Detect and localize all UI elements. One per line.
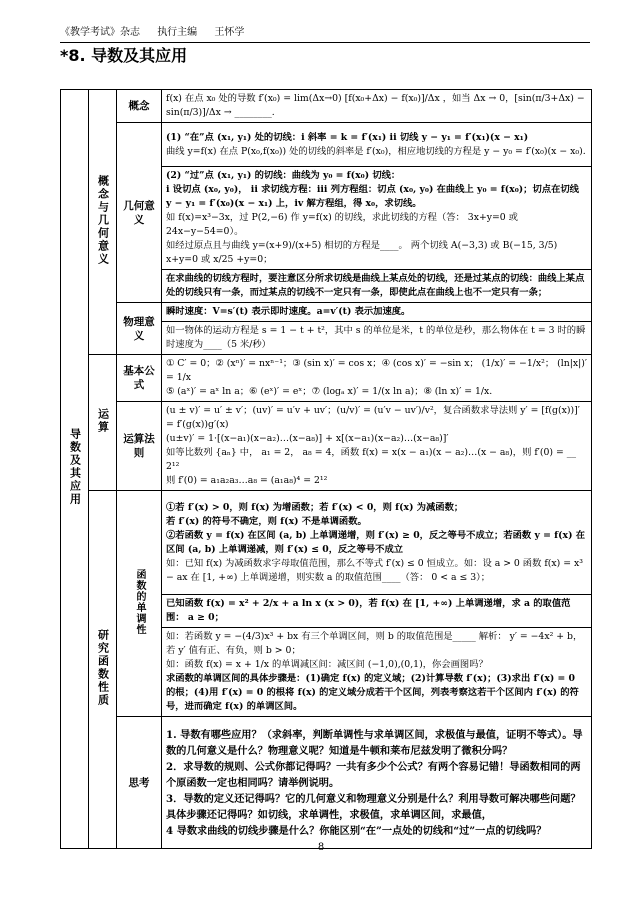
geo-at-point: [162, 123, 592, 167]
geo-label: 几何意义: [117, 123, 162, 303]
mono-7: 如：函数 f(x) = x + 1/x 的单调减区间：减区间 (−1,0),(0,1)，你会画图吗？: [166, 659, 488, 670]
concept-text: f(x) 在点 x₀ 处的导数 f′(x₀) = lim(Δx→0) [f(x₀+Δx) − f(x₀)]/Δx ，如当 Δx → 0，[sin(π/3+Δx) − sin(π/3)]/Δx → ________.: [162, 90, 592, 123]
mono-8: 求函数的单调区间的具体步骤是：(1)确定 f(x) 的定义域；(2)计算导数 f′(x)；(3)求出 f′(x) = 0 的根；(4)用 f′(x) = 0 的根将 f(x) 的定义域分成若干个区间，列表考察这若干个区间内 f′(x) 的符号，进而确定 f(x) 的单调区间。: [166, 673, 579, 712]
editor-name: 王怀学: [214, 27, 245, 38]
geo-b3: 如 f(x)=x³−3x，过 P(2,−6) 作 y=f(x) 的切线，求此切线的方程（答： 3x+y=0 或 24x−y−54=0）。: [166, 212, 518, 237]
mono-5: 已知函数 f(x) = x² + 2/x + a ln x (x > 0)，若 f(x) 在 [1, +∞) 上单调递增，求 a 的取值范围： a ≥ 0；: [162, 595, 592, 628]
mono-label: 函数的单调性: [117, 491, 162, 717]
think-2: 2．求导数的规则、公式你都记得吗？一共有多少个公式？有两个容易记错！导函数相同的两个原函数一定也相同吗？请举例说明。: [166, 760, 581, 789]
mono-1: ①若 f′(x) > 0，则 f(x) 为增函数；若 f′(x) < 0，则 f(x) 为减函数；: [166, 501, 464, 513]
mono-rules: [162, 491, 592, 595]
rule-4: 则 f′(0) = a₁a₂a₃…a₈ = (a₁a₈)⁴ = 2¹²: [166, 475, 328, 486]
journal-name: 《教学考试》杂志: [60, 27, 140, 38]
rule-1: (u ± v)′ = u′ ± v′；(uv)′ = u′v + uv′；(u/v)′ = (u′v − uv′)/v²，复合函数求导法则 y′ = [f(g(x))]′ = f′(g(x))g′(x): [166, 405, 580, 430]
phys-1: 瞬时速度：V=s′(t) 表示即时速度。a=v′(t) 表示加速度。: [162, 303, 592, 322]
geo-a1: (1) “在”点 (x₁, y₁) 处的切线：i 斜率 = k = f′(x₁) ii 切线 y − y₁ = f′(x₁)(x − x₁): [166, 131, 529, 143]
rule-label: 运算法则: [117, 402, 162, 491]
mono-examples: [162, 628, 592, 717]
geo-b2: i 设切点 (x₀, y₀)， ii 求切线方程：iii 列方程组：切点 (x₀, y₀) 在曲线上 y₀ = f(x₀)；切点在切线 y − y₁ = f′(x₀)(x − x₁) 上，iv 解方程组，得 x₀，求切线。: [166, 184, 579, 209]
rule-2: (u±v)′ = 1·[(x−a₁)(x−a₂)…(x−a₈)] + x[(x−a₁)(x−a₂)…(x−a₈)]′: [166, 433, 449, 444]
think-4: 4 导数求曲线的切线步骤是什么？你能区别“在”一点处的切线和“过”一点的切线吗？: [166, 824, 547, 837]
basic-formulas: [162, 355, 592, 402]
think-1: 1. 导数有哪些应用？（求斜率，判断单调性与求单调区间，求极值与最值，证明不等式）。导数的几何意义是什么？物理意义呢？知道是牛顿和莱布尼兹发明了微积分吗？: [166, 728, 583, 757]
block1-label: 概念与几何意义: [89, 90, 117, 355]
think-questions: [162, 717, 592, 849]
summary-table: [60, 89, 592, 849]
basic-1: ① C′ = 0；② (xⁿ)′ = nxⁿ⁻¹；③ (sin x)′ = cos x；④ (cos x)′ = −sin x； (1/x)′ = −1/x²； (ln|x|)′ = 1/x: [166, 358, 587, 383]
mono-4: 如：已知 f(x) 为减函数求字母取值范围，那么不等式 f′(x) ≤ 0 恒成立。如：设 a > 0 函数 f(x) = x³ − ax 在 [1, +∞) 上单调递增，则实数 a 的取值范围____（答： 0 < a ≤ 3）；: [166, 557, 583, 583]
basic-label: 基本公式: [117, 355, 162, 402]
concept-label: 概念: [117, 90, 162, 123]
basic-2: ⑤ (aˣ)′ = aˣ ln a；⑥ (eˣ)′ = eˣ；⑦ (logₐ x)′ = 1/(x ln a)；⑧ (ln x)′ = 1/x.: [166, 386, 493, 397]
geo-note: 在求曲线的切线方程时，要注意区分所求切线是曲线上某点处的切线，还是过某点的切线：曲线上某点处的切线只有一条，而过某点的切线不一定只有一条，即使此点在曲线上也不一定只有一条；: [162, 270, 592, 303]
geo-b4: 如经过原点且与曲线 y=(x+9)/(x+5) 相切的方程是____。 两个切线 A(−3,3) 或 B(−15, 3/5) x+y=0 或 x/25 +y=0；: [166, 240, 558, 265]
group-main-label: 导数及其应用: [61, 90, 89, 849]
geo-b1: (2) “过”点 (x₁, y₁) 的切线：曲线为 y₀ = f(x₀) 切线：: [166, 170, 401, 181]
mono-3: ②若函数 y = f(x) 在区间 (a, b) 上单调递增，则 f′(x) ≥ 0，反之等号不成立；若函数 y = f(x) 在区间 (a, b) 上单调递减，则 f′(x) ≤ 0，反之等号不成立: [166, 529, 586, 555]
geo-a2: 曲线 y=f(x) 在点 P(x₀,f(x₀)) 处的切线的斜率是 f′(x₀)，相应地切线的方程是 y − y₀ = f′(x₀)(x − x₀).: [166, 145, 586, 157]
mono-2: 若 f′(x) 的符号不确定，则 f(x) 不是单调函数。: [166, 515, 367, 527]
geo-through-point: [162, 167, 592, 270]
rule-3: 如等比数列 {aₙ} 中， a₁ = 2， a₈ = 4，函数 f(x) = x(x − a₁)(x − a₂)…(x − a₈)，则 f′(0) = __ 2¹²: [166, 447, 577, 472]
block2-label: 运算: [89, 355, 117, 491]
page-number: 8: [317, 842, 325, 853]
mono-6: 如：若函数 y = −(4/3)x³ + bx 有三个单调区间，则 b 的取值范围是_____ 解析： y′ = −4x² + b，若 y′ 值有正、有负，则 b > 0；: [166, 631, 583, 656]
think-label: 思考: [117, 717, 162, 849]
think-3: 3．导数的定义还记得吗？它的几何意义和物理意义分别是什么？利用导数可解决哪些问题？具体步骤还记得吗？如切线，求单调性，求极值，求单调区间，求最值，: [166, 792, 581, 821]
section-title: *8. 导数及其应用: [60, 46, 188, 65]
phys-2: 如一物体的运动方程是 s = 1 − t + t²，其中 s 的单位是米，t 的单位是秒，那么物体在 t = 3 时的瞬时速度为____（5 米/秒）: [162, 322, 592, 355]
block3-label: 研究函数性质: [89, 491, 117, 849]
page-header: [60, 26, 590, 43]
rule-formulas: [162, 402, 592, 491]
editor-role: 执行主编: [157, 27, 198, 38]
phys-label: 物理意义: [117, 303, 162, 355]
